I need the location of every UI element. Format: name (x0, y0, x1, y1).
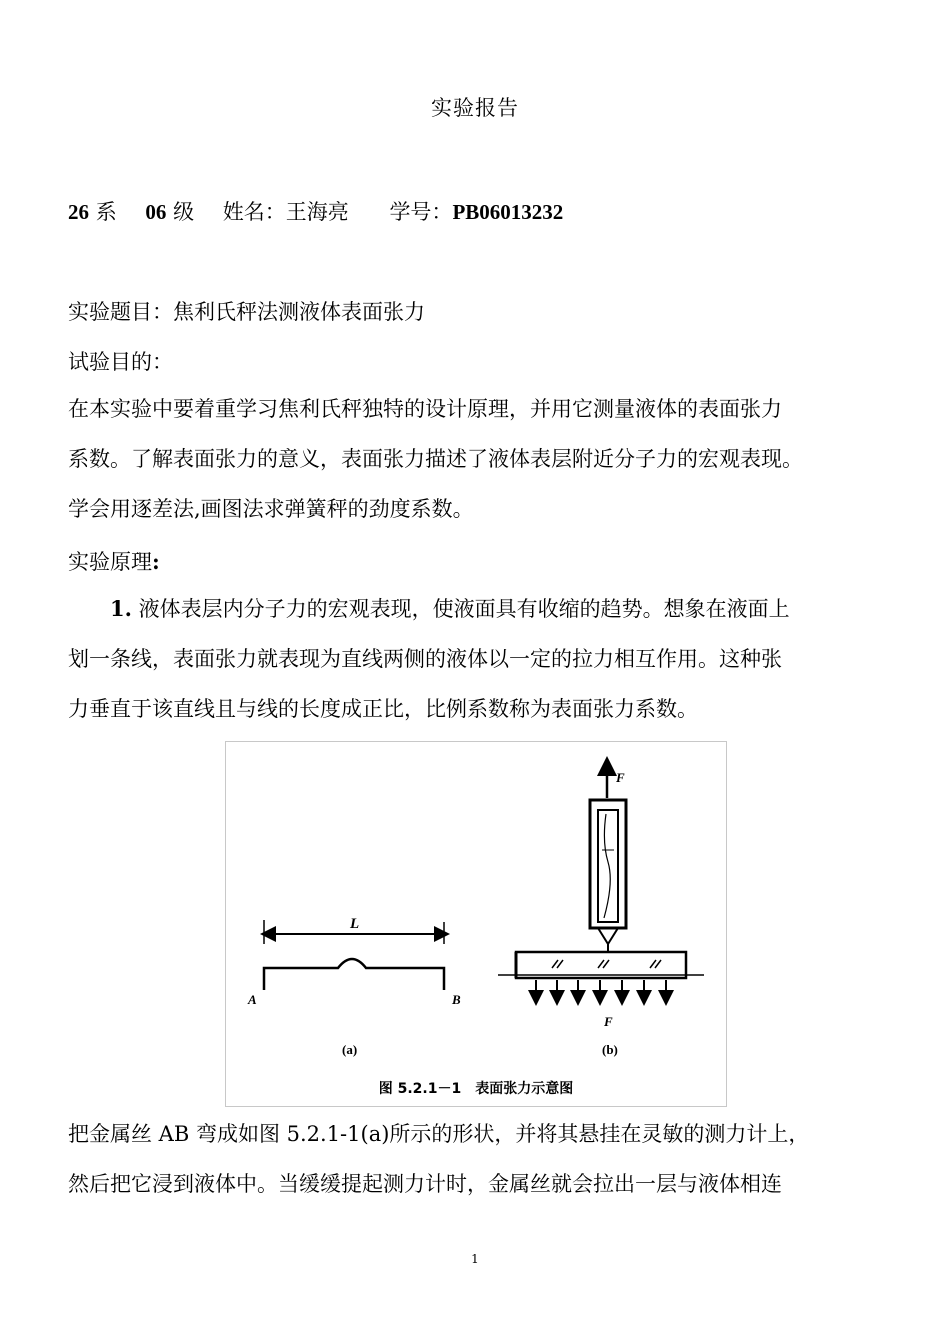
figure-drawing (226, 742, 726, 1106)
figure-caption: 图 5.2.1－1 表面张力示意图 (378, 1081, 574, 1097)
principle-paragraph (68, 584, 888, 734)
principle-item-number: 1. (110, 596, 132, 621)
purpose-line-1: 在本实验中要着重学习焦利氏秤独特的设计原理，并用它测量液体的表面张力 (68, 397, 782, 421)
figure-label-a: (a) (342, 1042, 358, 1057)
name-label: 姓名： (222, 200, 286, 224)
figure-label-L: L (350, 916, 360, 932)
purpose-paragraph (68, 384, 888, 534)
after-line-1: 把金属丝 AB 弯成如图 5.2.1-1(a)所示的形状，并将其悬挂在灵敏的测力计上， (68, 1122, 810, 1146)
after-line-2: 然后把它浸到液体中。当缓缓提起测力计时，金属丝就会拉出一层与液体相连 (68, 1172, 782, 1196)
grade-label: 级 (173, 200, 195, 224)
figure-label-b: (b) (602, 1042, 618, 1057)
experiment-topic: 实验题目：焦利氏秤法测液体表面张力 (68, 300, 425, 324)
principle-heading-text: 实验原理 (68, 550, 152, 574)
figure-label-F-top: F (616, 770, 625, 785)
purpose-line-2: 系数。了解表面张力的意义，表面张力描述了液体表层附近分子力的宏观表现。 (68, 447, 803, 471)
id-value: PB06013232 (452, 200, 564, 224)
figure-label-F-bottom: F (604, 1014, 613, 1029)
grade-number: 06 (145, 200, 167, 224)
purpose-line-3: 学会用逐差法,画图法求弹簧秤的劲度系数。 (68, 497, 474, 521)
name-value: 王海亮 (285, 200, 349, 224)
student-info-line (68, 196, 563, 226)
figure-label-A: A (248, 992, 257, 1007)
principle-line-2: 划一条线，表面张力就表现为直线两侧的液体以一定的拉力相互作用。这种张 (68, 647, 782, 671)
page-number: 1 (471, 1252, 479, 1266)
principle-heading (68, 546, 160, 576)
principle-line-1 (68, 584, 888, 634)
purpose-heading: 试验目的： (68, 350, 173, 374)
principle-line-3: 力垂直于该直线且与线的长度成正比，比例系数称为表面张力系数。 (68, 697, 698, 721)
principle-line-1-text: 液体表层内分子力的宏观表现，使液面具有收缩的趋势。想象在液面上 (138, 597, 790, 621)
dept-number: 26 (68, 200, 89, 224)
surface-tension-figure (225, 741, 727, 1107)
figure-label-B: B (452, 992, 461, 1007)
id-label: 学号： (389, 200, 453, 224)
principle-heading-colon: : (152, 549, 160, 574)
after-figure-paragraph (68, 1109, 888, 1209)
dept-label: 系 (95, 200, 117, 224)
figure-b-frame (498, 766, 704, 998)
report-title: 实验报告 (431, 96, 519, 120)
